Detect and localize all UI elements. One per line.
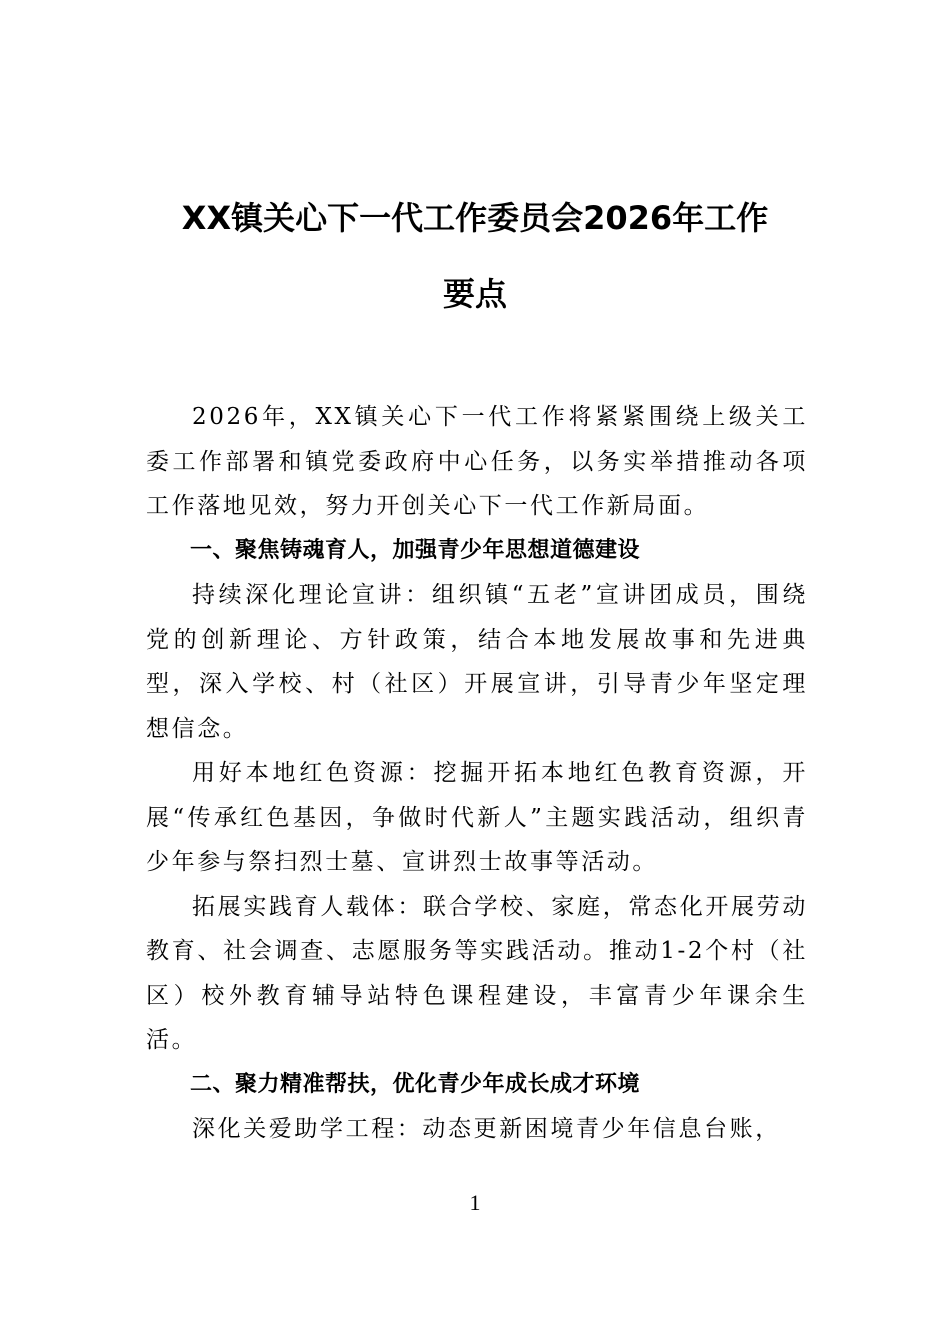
document-title <box>120 180 830 332</box>
page-number: 1 <box>469 1190 481 1215</box>
intro-paragraph: 2026年，XX镇关心下一代工作将紧紧围绕上级关工委工作部署和镇党委政府中心任务，以务实举措推动各项工作落地见效，努力开创关心下一代工作新局面。 <box>146 404 808 519</box>
paragraph-practice-education: 拓展实践育人载体：联合学校、家庭，常态化开展劳动教育、社会调查、志愿服务等实践活动。推动1-2个村（社区）校外教育辅导站特色课程建设，丰富青少年课余生活。 <box>146 893 808 1053</box>
title-line-1: XX镇关心下一代工作委员会2026年工作 <box>181 199 769 237</box>
document-body <box>146 395 808 1152</box>
section-heading-1: 一、聚焦铸魂育人，加强青少年思想道德建设 <box>190 537 641 563</box>
paragraph-care-assistance: 深化关爱助学工程：动态更新困境青少年信息台账， <box>192 1116 781 1142</box>
title-line-2: 要点 <box>442 275 507 313</box>
paragraph-red-resources: 用好本地红色资源：挖掘开拓本地红色教育资源，开展“传承红色基因，争做时代新人”主题实践活动，组织青少年参与祭扫烈士墓、宣讲烈士故事等活动。 <box>146 760 808 875</box>
paragraph-theory-lectures: 持续深化理论宣讲：组织镇“五老”宣讲团成员，围绕党的创新理论、方针政策，结合本地发展故事和先进典型，深入学校、村（社区）开展宣讲，引导青少年坚定理想信念。 <box>146 582 808 742</box>
section-heading-2: 二、聚力精准帮扶，优化青少年成长成才环境 <box>190 1071 641 1097</box>
